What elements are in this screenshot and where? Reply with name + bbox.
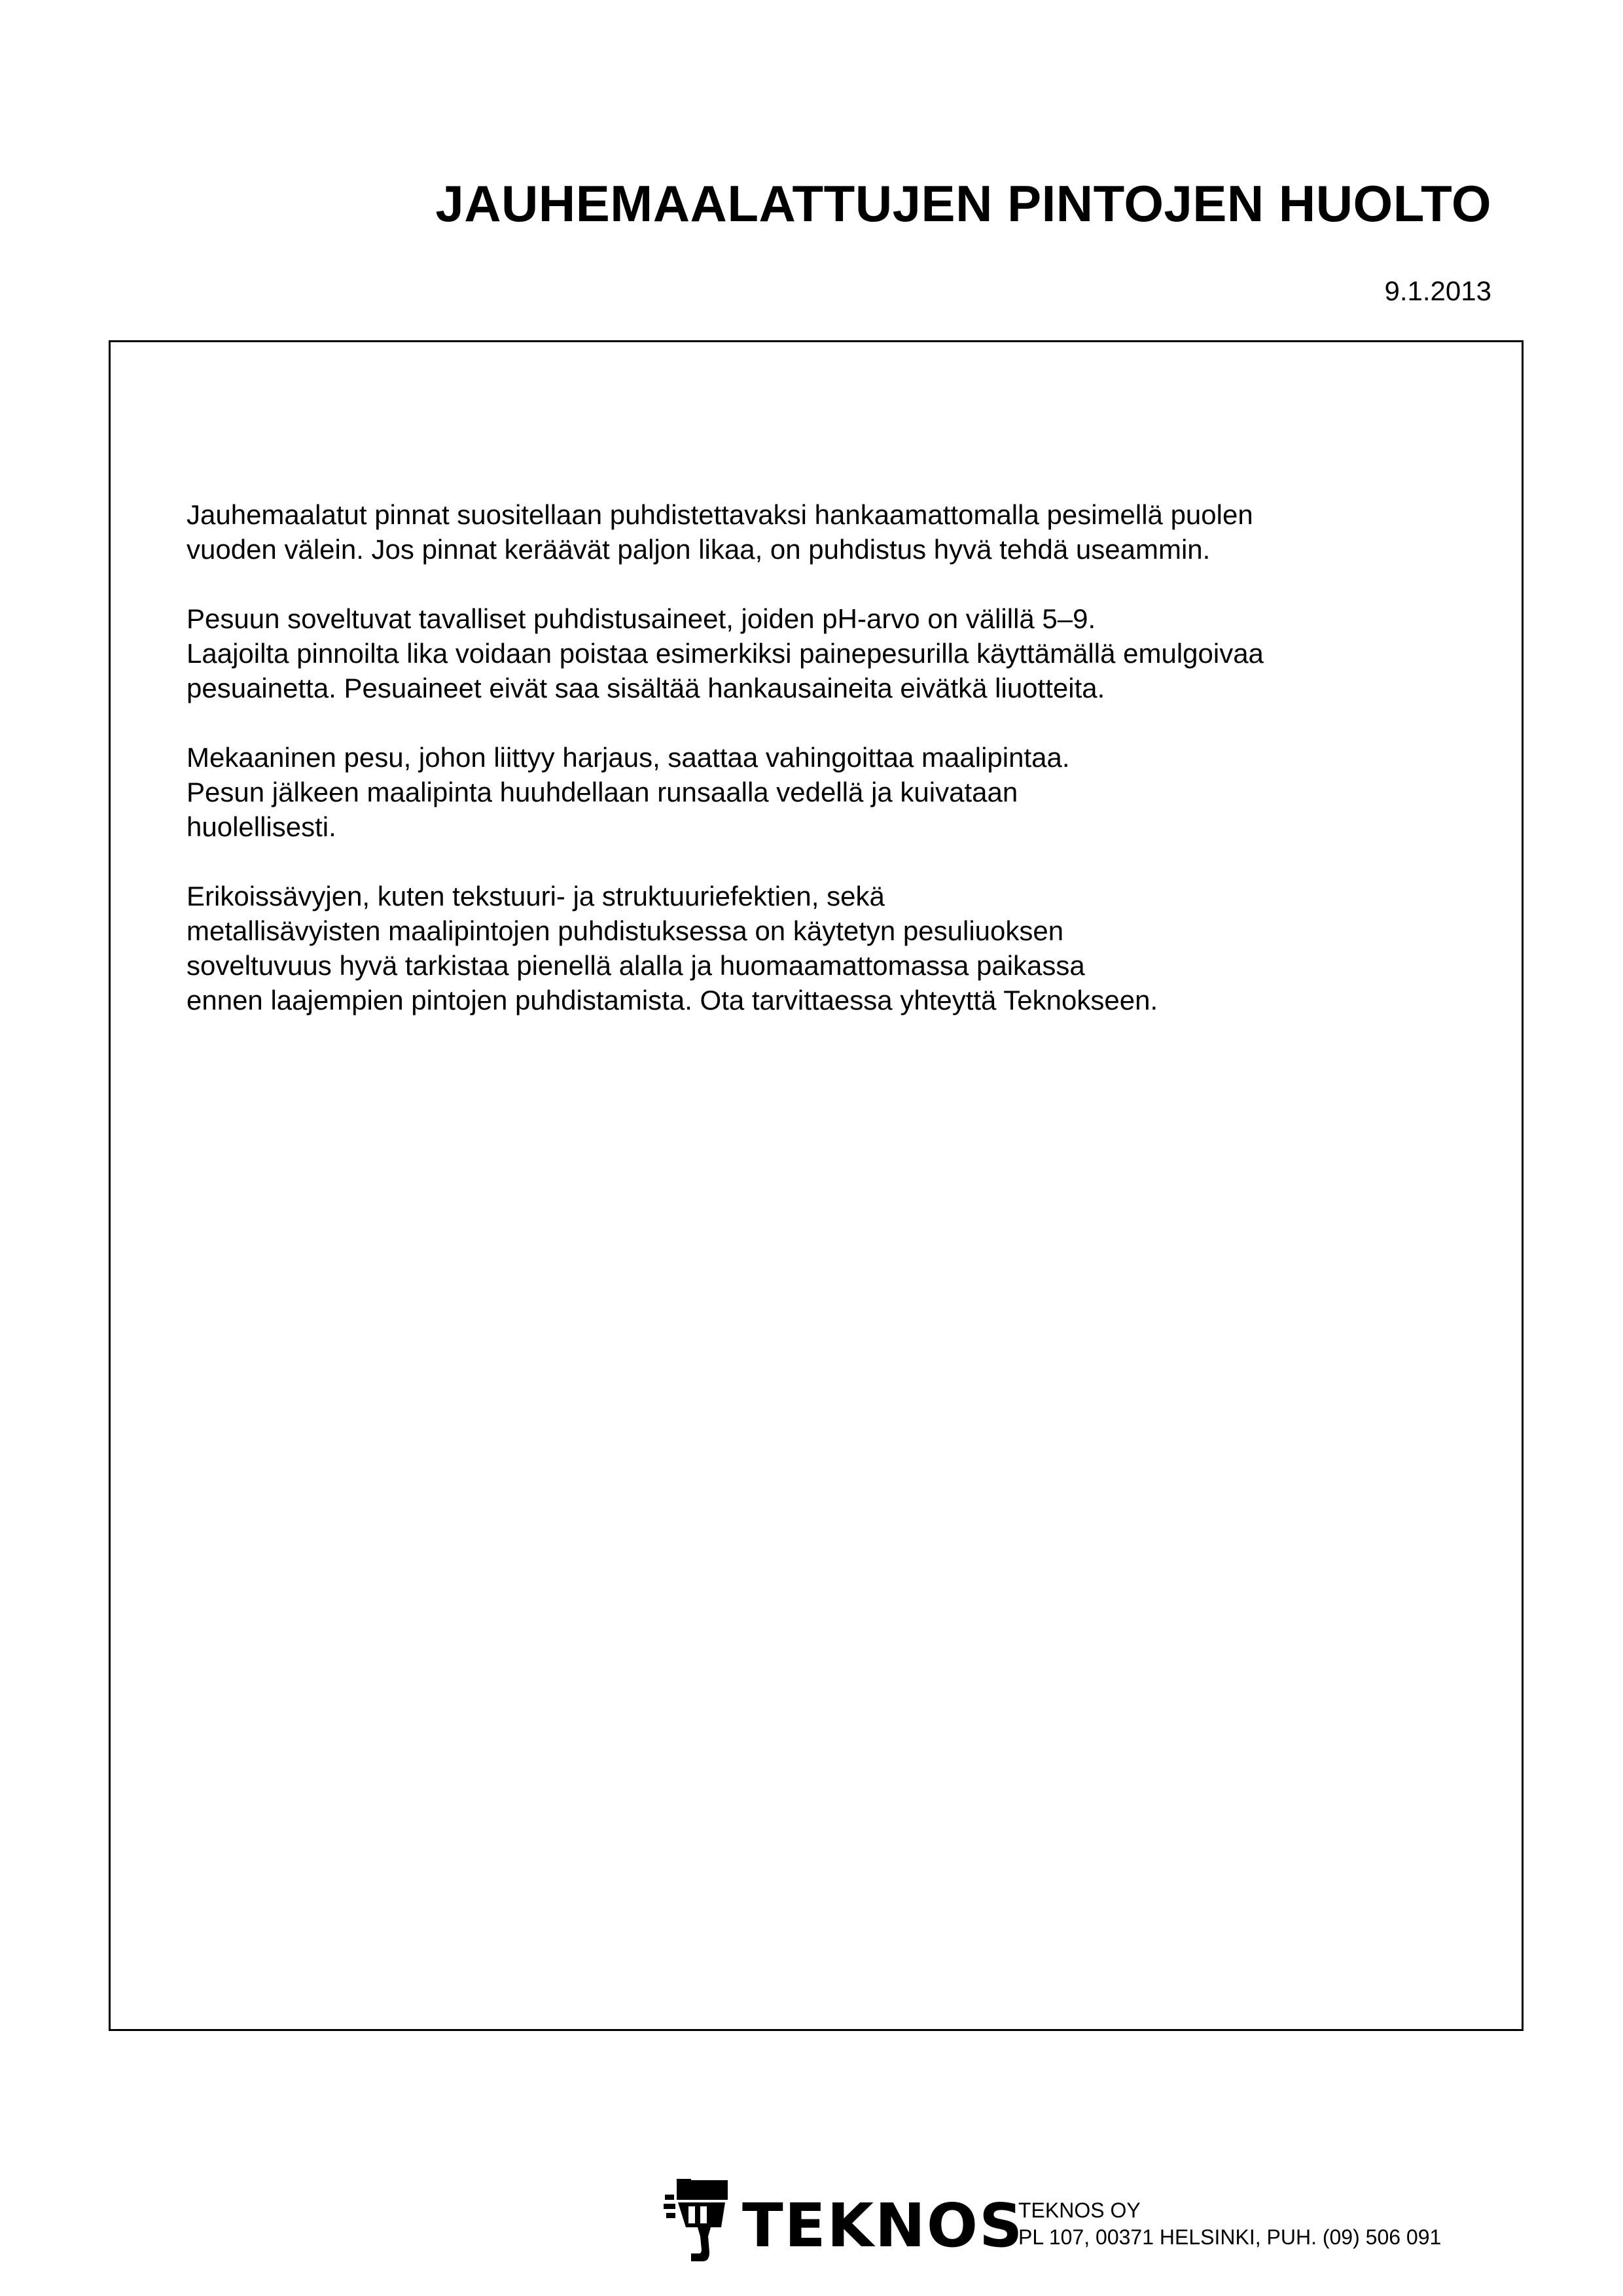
paragraph-detergents [187, 601, 1495, 705]
body-text [187, 497, 1495, 1052]
company-info [1018, 2197, 1441, 2251]
teknos-logo [662, 2179, 1024, 2264]
document-date: 9.1.2013 [1384, 275, 1491, 306]
text-line: Erikoissävyjen, kuten tekstuuri- ja struktuuriefektien, sekä [187, 881, 885, 911]
text-line: metallisävyisten maalipintojen puhdistuksessa on käytetyn pesuliuoksen [187, 915, 1064, 946]
text-line: Pesun jälkeen maalipinta huuhdellaan runsaalla vedellä ja kuivataan [187, 777, 1018, 807]
text-line: Pesuun soveltuvat tavalliset puhdistusaineet, joiden pH-arvo on välillä 5–9. [187, 603, 1096, 634]
document-title: JAUHEMAALATTUJEN PINTOJEN HUOLTO [435, 175, 1491, 232]
text-line: ennen laajempien pintojen puhdistamista. Ota tarvittaessa yhteyttä Teknokseen. [187, 985, 1158, 1016]
paragraph-cleaning-interval [187, 497, 1495, 567]
paragraph-mechanical-washing [187, 740, 1495, 844]
text-line: soveltuvuus hyvä tarkistaa pienellä alalla ja huomaamattomassa paikassa [187, 950, 1085, 981]
paragraph-special-shades [187, 879, 1495, 1017]
brand-name: TEKNOS [742, 2191, 1024, 2261]
company-address: PL 107, 00371 HELSINKI, PUH. (09) 506 091 [1018, 2225, 1442, 2249]
text-line: vuoden välein. Jos pinnat keräävät paljon likaa, on puhdistus hyvä tehdä useammin. [187, 534, 1211, 565]
text-line: pesuainetta. Pesuaineet eivät saa sisältää hankausaineita eivätkä liuotteita. [187, 673, 1105, 703]
company-name: TEKNOS OY [1018, 2199, 1141, 2222]
text-line: Laajoilta pinnoilta lika voidaan poistaa esimerkiksi painepesurilla käyttämällä emulgoivaa [187, 638, 1264, 669]
text-line: Mekaaninen pesu, johon liittyy harjaus, saattaa vahingoittaa maalipintaa. [187, 742, 1070, 773]
text-line: Jauhemaalatut pinnat suositellaan puhdistettavaksi hankaamattomalla pesimellä puolen [187, 499, 1253, 530]
teknos-brush-logo-icon [662, 2179, 734, 2264]
text-line: huolellisesti. [187, 811, 336, 842]
